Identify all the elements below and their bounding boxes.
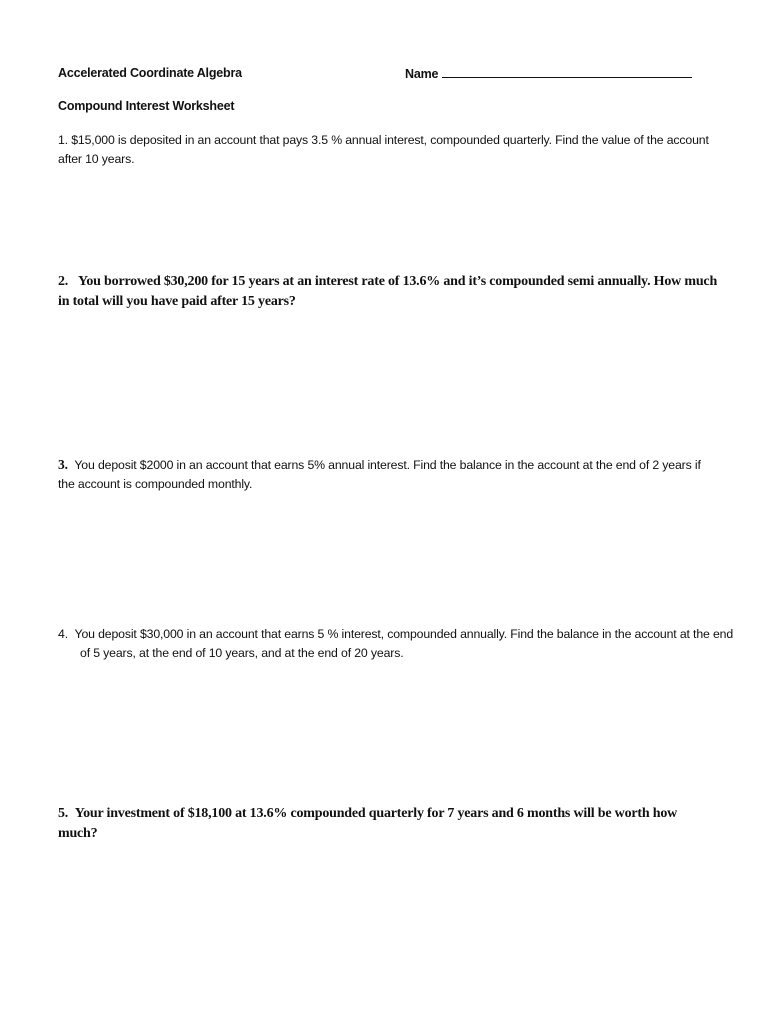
question-4-number: 4. [58, 627, 68, 641]
question-2-text: You borrowed $30,200 for 15 years at an interest rate of 13.6% and it’s compounded semi annually. How much in total will you have paid after 15 years? [58, 274, 718, 309]
question-4 [58, 625, 736, 663]
question-1 [58, 131, 714, 169]
question-4-text: You deposit $30,000 in an account that earns 5 % interest, compounded annually. Find the balance in the account at the end of 5 years, at the end of 10 years, and at the end of 20 years. [74, 627, 734, 660]
question-5-text: Your investment of $18,100 at 13.6% compounded quarterly for 7 years and 6 months will be worth how much? [58, 806, 678, 841]
question-3-text: You deposit $2000 in an account that earns 5% annual interest. Find the balance in the account at the end of 2 years if the account is compounded monthly. [58, 458, 701, 491]
question-3 [58, 455, 714, 494]
question-1-text: $15,000 is deposited in an account that pays 3.5 % annual interest, compounded quarterly. Find the value of the account after 10 years. [58, 133, 709, 166]
name-blank-line [442, 66, 692, 78]
question-2 [58, 272, 718, 312]
question-5-number: 5. [58, 806, 69, 821]
question-5 [58, 804, 718, 844]
course-title: Accelerated Coordinate Algebra [58, 66, 242, 80]
question-3-number: 3. [58, 457, 68, 472]
name-label: Name [405, 67, 439, 81]
name-field [405, 66, 692, 81]
worksheet-title: Compound Interest Worksheet [58, 99, 235, 113]
question-2-number: 2. [58, 274, 69, 289]
question-1-number: 1. [58, 133, 68, 147]
